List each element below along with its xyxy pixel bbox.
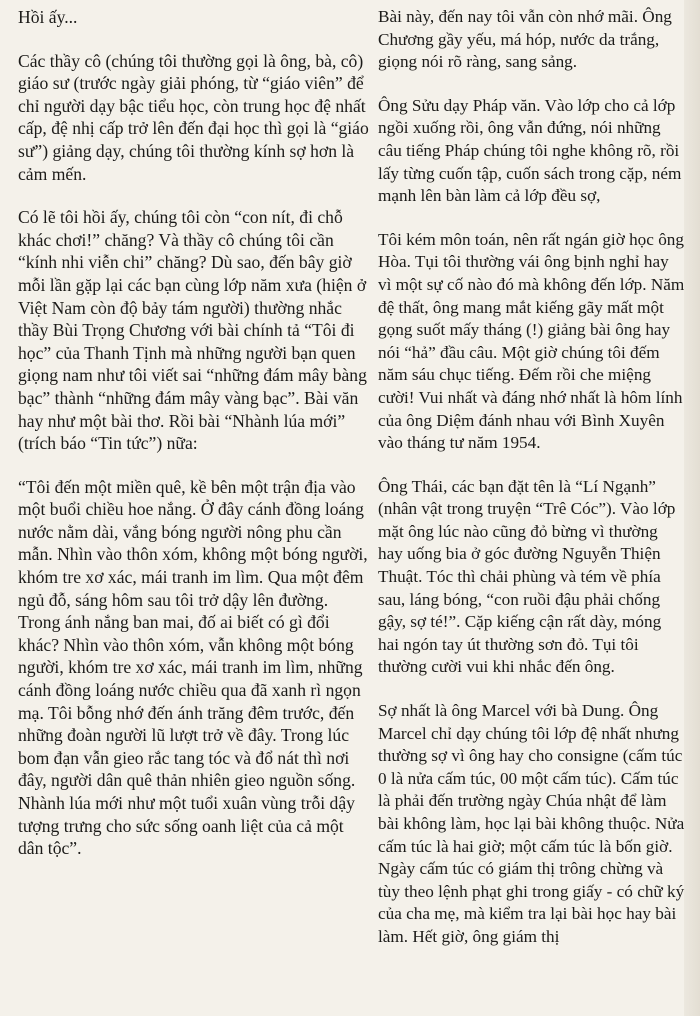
- paragraph-ong-marcel: Sợ nhất là ông Marcel với bà Dung. Ông Marcel chỉ dạy chúng tôi lớp đệ nhất nhưng thường sợ vì ông hay cho consigne (cấm túc 0 là nửa cấm túc, 00 một cấm túc). Cấm túc là phải đến trường ngày Chúa nhật để làm bài không làm, học lại bài không thuộc. Nửa cấm túc là hai giờ; một cấm túc là bốn giờ. Ngày cấm túc có giám thị trông chừng và tùy theo lệnh phạt ghi trong giấy - có chữ ký của cha mẹ, mà kiểm tra lại bài học hay bài làm. Hết giờ, ông giám thị: [378, 701, 685, 946]
- paragraph-teachers: Các thầy cô (chúng tôi thường gọi là ông, bà, cô) giáo sư (trước ngày giải phóng, từ “giáo viên” để chỉ người dạy bậc tiểu học, còn trung học đệ nhất cấp, đệ nhị cấp trở lên đến đại học thì gọi là “giáo sư”) giảng dạy, chúng tôi thường kính sợ hơn là cảm mến.: [18, 50, 369, 184]
- paragraph-ong-chuong: Bài này, đến nay tôi vẫn còn nhớ mãi. Ông Chương gầy yếu, má hóp, nước da trắng, giọng nói rõ ràng, sang sảng.: [378, 7, 672, 72]
- left-column: [18, 6, 372, 881]
- paragraph-ong-hoa: Tôi kém môn toán, nên rất ngán giờ học ông Hòa. Tụi tôi thường vái ông bịnh nghỉ hay vì một sự cố nào đó mà không đến lớp. Năm đệ thất, ông mang mắt kiếng gãy mất một gọng suốt mấy tháng (!) giảng bài ông hay nói “hả” đầu câu. Một giờ chúng tôi đếm năm sáu chục tiếng. Đếm rồi che miệng cười! Vui nhất và đáng nhớ nhất là hôm lính của ông Diệm đánh nhau với Bình Xuyên vào tháng tư năm 1954.: [378, 229, 685, 453]
- right-column: [378, 6, 686, 970]
- paragraph-opening: Hồi ấy...: [18, 7, 78, 27]
- paragraph-memories: Có lẽ tôi hồi ấy, chúng tôi còn “con nít, đi chỗ khác chơi!” chăng? Và thầy cô chúng tôi cần “kính nhi viễn chi” chăng? Dù sao, đến bây giờ mỗi lần gặp lại các bạn cùng lớp năm xưa (hiện ở Việt Nam còn độ bảy tám người) thường nhắc thầy Bùi Trọng Chương với bài chính tả “Tôi đi học” của Thanh Tịnh mà những người bạn quen giọng nam như tôi viết sai “những đám mây bàng bạc” thành “những đám mây vàng bạc”. Bài văn hay như một bài thơ. Rồi bài “Nhành lúa mới” (trích báo “Tin tức”) nữa:: [18, 207, 367, 454]
- page-edge-shadow: [684, 0, 700, 1016]
- paragraph-quote-nhanh-lua-moi: “Tôi đến một miền quê, kề bên một trận địa vào một buổi chiều hoe nắng. Ở đây cánh đồng loáng nước nằm dài, vắng bóng người nông phu cần mẫn. Nhìn vào thôn xóm, không một bóng người, khóm tre xơ xác, mái tranh im lìm. Qua một đêm ngủ đỗ, sáng hôm sau tôi trở dậy lên đường. Trong ánh nắng ban mai, đố ai biết có gì đổi khác? Nhìn vào thôn xóm, vẫn không một bóng người, khóm tre xơ xác, mái tranh im lìm, những cánh đồng loáng nước chiều qua đã xanh rì ngọn mạ. Tôi bỗng nhớ đến ánh trăng đêm trước, đến những đoàn người lũ lượt trở về đây. Trong lúc bom đạn vẫn gieo rắc tang tóc và đổ nát thì nơi đây, người dân quê thản nhiên gieo nguồn sống. Nhành lúa mới như một tuổi xuân vùng trỗi dậy tượng trưng cho sức sống oanh liệt của cả một dân tộc”.: [18, 476, 368, 859]
- paragraph-ong-suu: Ông Sửu dạy Pháp văn. Vào lớp cho cả lớp ngồi xuống rồi, ông vẫn đứng, nói những câu tiếng Pháp chúng tôi nghe không rõ, rồi lấy từng cuốn tập, cuốn sách trong cặp, ném mạnh lên bàn làm cả lớp đều sợ,: [378, 95, 682, 206]
- paragraph-ong-thai: Ông Thái, các bạn đặt tên là “Lí Ngạnh” (nhân vật trong truyện “Trê Cóc”). Vào lớp mặt ông lúc nào cũng đỏ bừng vì thường hay uống bia ở góc đường Nguyễn Thiện Thuật. Tóc thì chải phùng và tém về phía sau, láng bóng, “con ruồi đậu phải chống gậy, sợ té!”. Cặp kiếng cận rất dày, móng hai ngón tay út thường sơn đỏ. Tụi tôi thường cười vui khi nhắc đến ông.: [378, 476, 676, 677]
